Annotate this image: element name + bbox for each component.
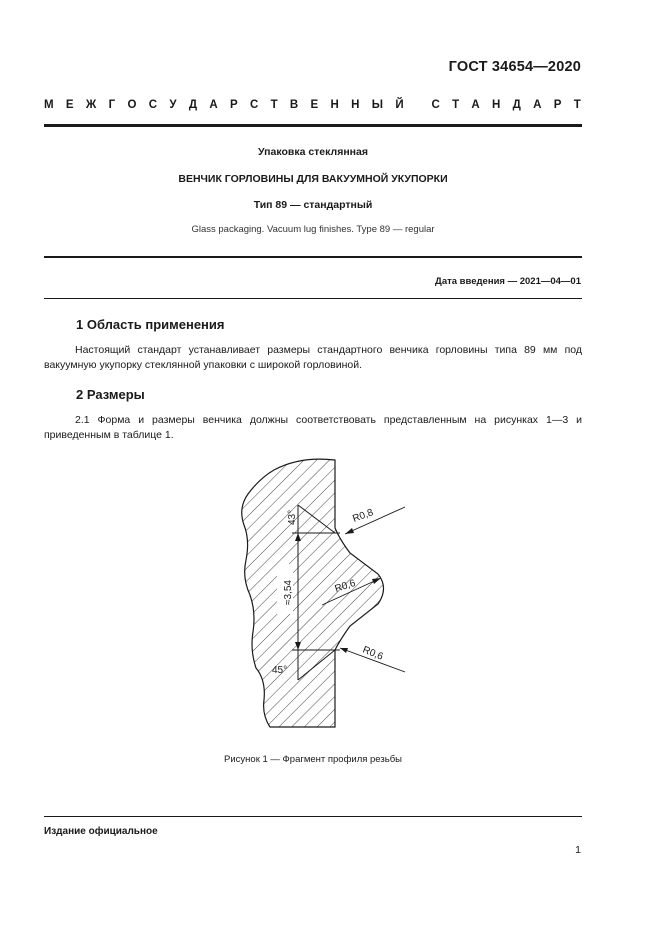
banner-letter: Д — [512, 99, 521, 111]
height-dimension-label: ≈3,54 — [283, 580, 294, 605]
title-english: Glass packaging. Vacuum lug finishes. Type 89 — regular — [191, 224, 435, 235]
banner-letter: Е — [310, 99, 319, 111]
title-line-2: ВЕНЧИК ГОРЛОВИНЫ ДЛЯ ВАКУУМНОЙ УКУПОРКИ — [178, 173, 448, 185]
glass-section-hatched — [242, 459, 384, 727]
banner-letter: А — [471, 99, 480, 111]
banner-letter: Ы — [371, 99, 384, 111]
document-code: ГОСТ 34654—2020 — [448, 59, 581, 75]
banner-letter: Н — [351, 99, 360, 111]
banner-letter: Д — [188, 99, 198, 111]
banner-letter: Т — [452, 99, 460, 111]
section-2-heading: 2 Размеры — [76, 387, 145, 402]
radius-mid-label: R0,6 — [333, 577, 358, 595]
figure-caption: Рисунок 1 — Фрагмент профиля резьбы — [224, 754, 402, 765]
banner-letter: С — [148, 99, 158, 111]
banner-letter: А — [533, 99, 542, 111]
banner-letter: С — [249, 99, 259, 111]
banner-letter: А — [209, 99, 218, 111]
footer-rule — [44, 816, 582, 817]
banner-letter: Е — [65, 99, 74, 111]
banner-letter: С — [431, 99, 440, 111]
section-2-text: 2.1 Форма и размеры венчика должны соответствовать представленным на рисунках 1—3 и приведенным в таблице 1. — [44, 414, 582, 441]
angle-bottom-label: 45° — [272, 665, 288, 676]
page-number: 1 — [575, 844, 581, 856]
banner-letter: Р — [553, 99, 562, 111]
banner-letter: М — [44, 99, 54, 111]
radius-bottom-label: R0,6 — [360, 644, 385, 663]
banner-letter: Ж — [85, 99, 97, 111]
banner-letter: Й — [395, 99, 404, 111]
section-1-heading: 1 Область применения — [76, 317, 225, 332]
banner-letter: В — [289, 99, 299, 111]
radius-top-label: R0,8 — [351, 507, 375, 525]
banner-letter: Г — [108, 99, 116, 111]
banner-letter: О — [127, 99, 137, 111]
banner-letter: Р — [229, 99, 238, 111]
banner-letter: Н — [492, 99, 501, 111]
banner-letter: Т — [573, 99, 581, 111]
banner-letter: Т — [270, 99, 278, 111]
angle-top-label: 43° — [287, 509, 298, 525]
title-line-1: Упаковка стеклянная — [258, 146, 368, 158]
banner-letter: У — [169, 99, 177, 111]
section-1-text: Настоящий стандарт устанавливает размеры стандартного венчика горловины типа 89 мм под вакуумную укупорку стеклянной упаковки с широкой горловиной. — [44, 344, 582, 371]
official-edition-label: Издание официальное — [44, 826, 158, 837]
banner-letter: Н — [330, 99, 339, 111]
title-line-3: Тип 89 — стандартный — [253, 199, 373, 211]
introduction-date: Дата введения — 2021—04—01 — [435, 276, 581, 287]
